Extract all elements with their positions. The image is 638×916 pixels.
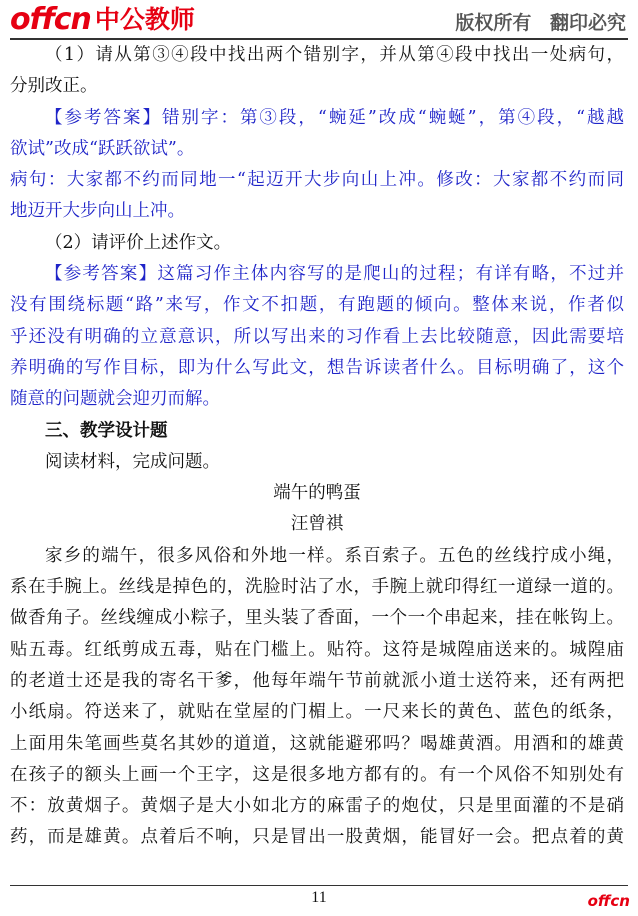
answer-2-line-2: 没有围绕标题“路”来写，作文不扣题，有跑题的倾向。整体来说，作者似 <box>10 295 624 316</box>
answer-2-line-1: 【参考答案】这篇习作主体内容写的是爬山的过程；有详有略，不过并 <box>45 264 624 285</box>
passage-line: 做香角子。丝线缠成小粽子，里头装了香面，一个一个串起来，挂在帐钩上。 <box>10 608 624 629</box>
logo-latin-text: offcn <box>10 2 91 37</box>
passage-line: 上面用朱笔画些莫名其妙的道道，这就能避邪吗？喝雄黄酒。用酒和的雄黄 <box>10 733 624 754</box>
question-1-line-1: （1）请从第③④段中找出两个错别字，并从第④段中找出一处病句， <box>45 45 624 65</box>
passage-line: 小纸扇。符送来了，就贴在堂屋的门楣上。一尺来长的黄色、蓝色的纸条， <box>10 702 624 723</box>
passage-title: 端午的鸭蛋 <box>273 483 361 504</box>
passage-line: 药，而是雄黄。点着后不响，只是冒出一股黄烟，能冒好一会。把点着的黄 <box>10 827 624 848</box>
section-heading: 三、教学设计题 <box>45 420 168 441</box>
question-1-line-2: 分别改正。 <box>10 76 98 97</box>
answer-1-line-2: 欲试”改成“跃跃欲试”。 <box>10 138 195 159</box>
answer-2-line-4: 养明确的写作目标，即为什么写此文，想告诉读者什么。目标明确了，这个 <box>10 357 624 378</box>
instruction-text: 阅读材料，完成问题。 <box>45 451 220 472</box>
answer-2-line-5: 随意的问题就会迎刃而解。 <box>10 389 220 410</box>
document-body <box>10 40 624 854</box>
page-header <box>0 0 638 40</box>
passage-line: 家乡的端午，很多风俗和外地一样。系百索子。五色的丝线拧成小绳， <box>45 545 624 566</box>
passage-line: 贴五毒。红纸剪成五毒，贴在门槛上。贴符。这符是城隍庙送来的。城隍庙 <box>10 639 624 660</box>
page-number: 11 <box>311 889 327 906</box>
answer-1-line-4: 地迈开大步向山上冲。 <box>10 201 185 222</box>
passage-author: 汪曾祺 <box>290 514 344 535</box>
answer-2-line-3: 乎还没有明确的立意意识，所以写出来的习作看上去比较随意，因此需要培 <box>10 326 624 347</box>
passage-line: 不：放黄烟子。黄烟子是大小如北方的麻雷子的炮仗，只是里面灌的不是硝 <box>10 796 624 817</box>
copyright-notice: 版权所有 翻印必究 <box>455 12 626 34</box>
answer-1-line-3: 病句：大家都不约而同地一“起迈开大步向山上冲。修改：大家都不约而同 <box>10 170 624 191</box>
logo-chinese-text: 中公教师 <box>94 5 195 34</box>
question-2-line-1: （2）请评价上述作文。 <box>45 232 232 253</box>
answer-1-line-1: 【参考答案】错别字：第③段，“蜿延”改成“蜿蜒”，第④段，“越越 <box>45 107 624 128</box>
answer-tag: 【参考答案】 <box>45 107 162 128</box>
passage-line: 的老道士还是我的寄名干爹，他每年端午节前就派小道士送符来，还有两把 <box>10 670 624 691</box>
answer-tag: 【参考答案】 <box>45 264 158 285</box>
passage-line: 系在手腕上。丝线是掉色的，洗脸时沾了水，手腕上就印得红一道绿一道的。 <box>10 577 624 598</box>
passage-line: 在孩子的额头上画一个王字，这是很多地方都有的。有一个风俗不知别处有 <box>10 764 624 785</box>
offcn-logo <box>10 2 195 36</box>
footer-logo: offcn <box>587 892 630 910</box>
footer-divider <box>10 885 628 886</box>
